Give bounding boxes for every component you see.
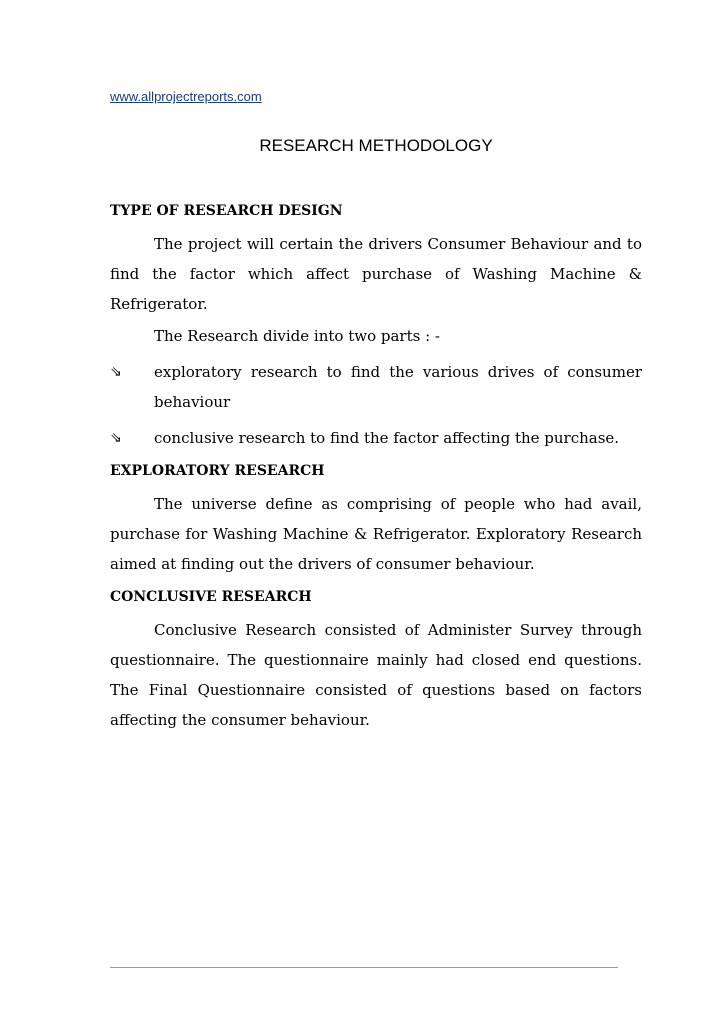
section-heading-exploratory: EXPLORATORY RESEARCH xyxy=(110,463,325,479)
list-item xyxy=(110,357,642,417)
document-body xyxy=(110,199,642,741)
footer-divider xyxy=(110,967,618,968)
conclusive-paragraph: Conclusive Research consisted of Administer Survey through questionnaire. The questionnaire mainly had closed end questions. The Final Questionnaire consisted of questions based on factors affecting the consumer behaviour. xyxy=(110,621,642,729)
bullet-text: exploratory research to find the various drives of consumer behaviour xyxy=(154,363,642,411)
bullet-text: conclusive research to find the factor affecting the purchase. xyxy=(154,429,620,447)
arrow-bullet-icon: ⇘ xyxy=(110,430,122,446)
section-heading-design: TYPE OF RESEARCH DESIGN xyxy=(110,203,343,219)
parts-intro: The Research divide into two parts : - xyxy=(154,327,440,345)
arrow-bullet-icon: ⇘ xyxy=(110,364,122,380)
design-paragraph: The project will certain the drivers Consumer Behaviour and to find the factor which affect purchase of Washing Machine & Refrigerator. xyxy=(110,235,642,313)
list-item xyxy=(110,423,642,453)
page-title: RESEARCH METHODOLOGY xyxy=(259,136,493,155)
exploratory-paragraph: The universe define as comprising of people who had avail, purchase for Washing Machine & Refrigerator. Exploratory Research aimed at finding out the drivers of consumer behaviour. xyxy=(110,495,642,573)
site-link[interactable]: www.allprojectreports.com xyxy=(110,89,262,104)
section-heading-conclusive: CONCLUSIVE RESEARCH xyxy=(110,589,312,605)
